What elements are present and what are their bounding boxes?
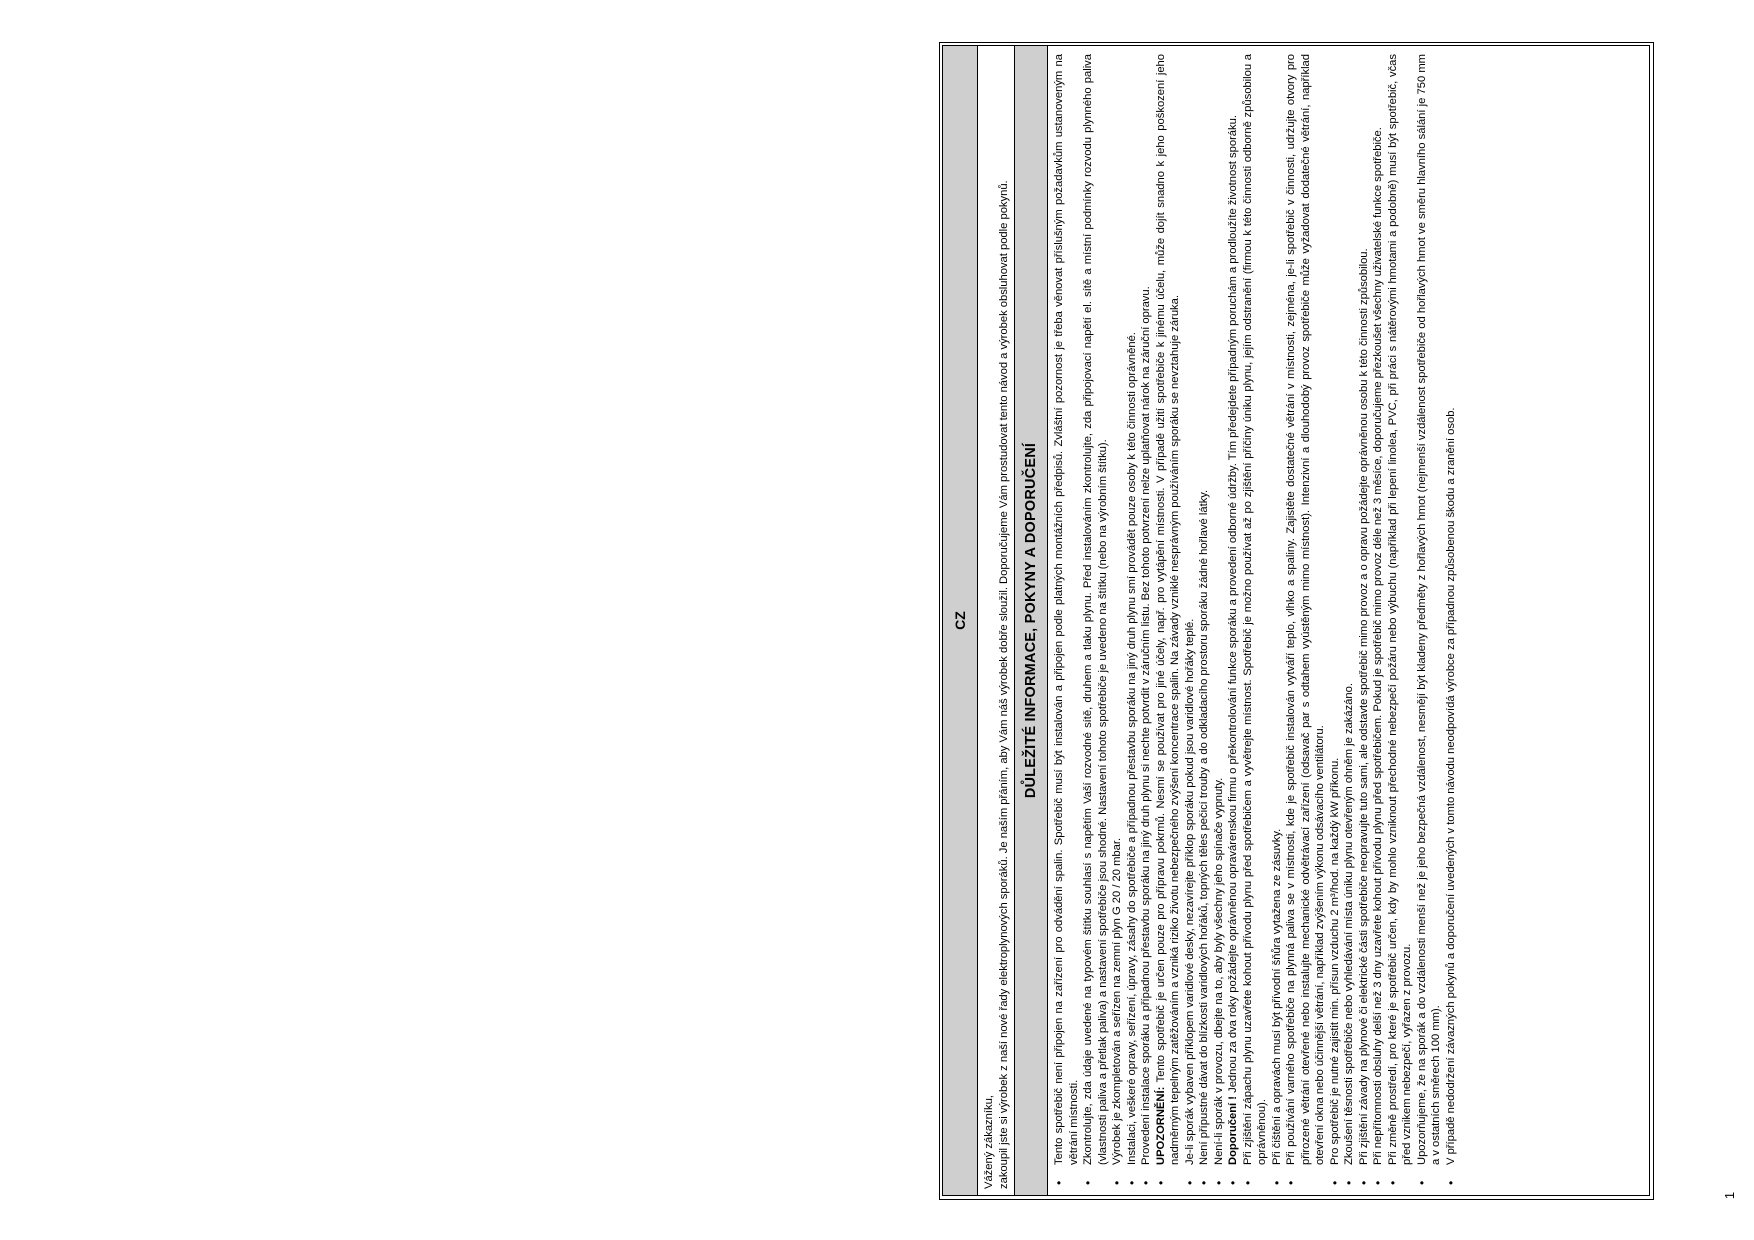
list-item: [1357, 54, 1372, 1187]
list-item-text: Zkontrolujte, zda údaje uvedené na typovém štítku souhlasí s napětím Vaší rozvodné sítě, druhem a tlaku plynu. Před instalováním zkontrolujte, zda připojovací napětí el. sítě a místní podmínky rozvodu plynného paliva (vlastnosti paliva a přetlak paliva) a nastavení spotřebiče jsou shodné. Nastavení tohoto spotřebiče je uvedeno na štítku (nebo na výrobním štítku).: [1082, 54, 1109, 1165]
list-item-text: Při používání varného spotřebiče na plynná paliva se v místnosti, kde je spotřebič instalován vytváří teplo, vlhko a spaliny. Zajistěte dostatečné větrání v místnosti, zejména, je-li spotřebič v činnosti, udržujte otvory pro přirozené větrání otevřené nebo instalujte mechanické odvětrávací zařízení (odsavač par s odtahem vyústěným mimo místnost). Intenzivní a dlouhodobý provoz spotřebiče může vyžadovat dodatečné větrání, například otevření okna nebo účinnější větrání, například zvýšením výkonu odsávacího ventilátoru.: [1285, 54, 1326, 1165]
instructions-list: [1048, 45, 1650, 1196]
list-item-text: Upozorňujeme, že na sporák a do vzdálenosti menší než je jeho bezpečná vzdálenost, nesmějí být kladeny předměty z hořlavých hmot (nejmenší vzdálenost spotřebiče od hořlavých hmot ve směru hlavního sálání je 750 mm a v ostatních směrech 100 mm).: [1415, 54, 1442, 1165]
list-item-text: Pro spotřebič je nutné zajistit min. přísun vzduchu 2 m³/hod. na každý kW příkonu.: [1328, 757, 1341, 1165]
list-item-text: Při zjištění závady na plynové či elektrické části spotřebiče neopravujte tuto sami, ale odstavte spotřebič mimo provoz a o opravu požádejte oprávněnou osobu k této činnosti způsobilou.: [1357, 248, 1370, 1165]
list-item-text: Provedení instalace sporáku a případnou přestavbu sporáku na jiný druh plynu si nechte potvrdit v záručním listu. Bez tohoto potvrzení nelze uplatňovat nárok na záruční opravu.: [1140, 286, 1152, 1165]
document-page: [939, 42, 1654, 1200]
greeting-block: [978, 45, 1014, 1196]
language-header: CZ: [942, 45, 978, 1196]
list-item-text: Výrobek je zkompletován a seřízen na zemní plyn G 20 / 20 mbar.: [1111, 837, 1123, 1165]
list-item-text: Při změně prostředí, pro které je spotřebič určen, kdy by mohlo vzniknout přechodné nebezpečí požáru nebo výbuchu (například při lepení linolea, PVC, při práci s nátěrovými hmotami a podobně) musí být spotřebič, včas před vznikem nebezpečí, vyřazen z provozu.: [1386, 54, 1413, 1165]
list-item: [1284, 54, 1328, 1187]
list-item-text: Zkoušení těsnosti spotřebiče nebo vyhledávání místa úniku plynu otevřeným ohněm je zakázáno.: [1343, 683, 1355, 1165]
list-item: [1052, 54, 1081, 1187]
list-item: [1125, 54, 1140, 1187]
list-item-text: Tento spotřebič není připojen na zařízení pro odvádění spalin. Spotřebič musí být instalován a připojen podle platných montážních předpisů. Zvláštní pozornost je třeba věnovat příslušným požadavkům ustanoveným na větrání místnosti.: [1053, 54, 1080, 1165]
list-item-lead: UPOZORNĚNÍ:: [1154, 1086, 1167, 1165]
bullet-list: [1052, 54, 1458, 1187]
list-item-text: Při nepřítomnosti obsluhy delší než 3 dny uzavřete kohout přívodu plynu před spotřebičem. Pokud je spotřebič mimo provoz déle než 3 měsíce, doporučujeme přezkoušet všechny uživatelské funkce spotřebiče.: [1372, 127, 1384, 1165]
list-item-text: Jednou za dva roky požádejte oprávněnou opravárenskou firmu o překontrolování funkce sporáku a provedení odborné údržby. Tím předejdete případným poruchám a prodloužíte životnost sporáku.: [1227, 115, 1239, 1096]
list-item: [1183, 54, 1198, 1187]
list-item: [1110, 54, 1125, 1187]
list-item-text: Instalaci, veškeré opravy, seřízení, úpravy, zásahy do spotřebiče a případnou přestavbu sporáku na jiný druh plynu smí provádět pouze osoby k této činnosti oprávněné.: [1125, 332, 1138, 1165]
list-item: [1444, 54, 1459, 1187]
list-item: [1270, 54, 1285, 1187]
list-item: [1212, 54, 1227, 1187]
list-item-text: Tento spotřebič je určen pouze pro přípravu pokrmů. Nesmí se používat pro jiné účely, např. pro vytápění místnosti. V případě užití spotřebiče k jinému účelu, může dojít snadno k jeho poškození jeho nadměrným tepelným zatěžováním a vzniká riziko životu nebezpečného zvýšení koncentrace spalin. Na závady vzniklé nesprávným používáním sporáku se nevztahuje záruka.: [1154, 54, 1181, 1165]
greeting-salutation: Vážený zákazníku,: [983, 1095, 995, 1189]
section-title: DŮLEŽITÉ INFORMACE, POKYNY A DOPORUČENÍ: [1014, 45, 1048, 1196]
list-item: [1386, 54, 1415, 1187]
list-item: [1081, 54, 1110, 1187]
list-item: [1139, 54, 1154, 1187]
list-item: [1154, 54, 1183, 1187]
rotated-content: [940, 43, 1652, 1198]
list-item-text: V případě nedodržení závazných pokynů a doporučení uvedených v tomto návodu neodpovídá výrobce za případnou způsobenou škodu a zranění osob.: [1444, 407, 1457, 1165]
list-item-text: Není-li sporák v provozu, dbejte na to, aby byly všechny jeho spínače vypnuty.: [1212, 777, 1225, 1165]
list-item: [1241, 54, 1270, 1187]
page-number: 1: [1722, 1191, 1738, 1200]
list-item: [1342, 54, 1357, 1187]
list-item: [1415, 54, 1444, 1187]
list-item-text: Není přípustné dávat do blízkosti varidlových hořáků, topných těles pečicí trouby a do odkladacího prostoru sporáku žádné hořlavé látky.: [1198, 489, 1210, 1165]
list-item-lead: Doporučení !: [1227, 1096, 1239, 1165]
list-item: [1328, 54, 1343, 1187]
list-item: [1197, 54, 1212, 1187]
list-item: [1371, 54, 1386, 1187]
list-item-text: Je-li sporák vybaven příklopem varidlové desky, nezavírejte příklop sporáku pokud jsou varidlové hořáky teplé.: [1183, 618, 1196, 1165]
list-item-text: Při čištění a opravách musí být přívodní šňůra vytažena ze zásuvky.: [1270, 828, 1283, 1165]
list-item: [1226, 54, 1241, 1187]
greeting-text: zakoupil jste si výrobek z naší nové řady elektroplynových sporáků. Je naším přáním, aby Vám náš výrobek dobře sloužil. Doporučujeme Vám prostudovat tento návod a výrobek obsluhovat podle pokynů.: [997, 180, 1010, 1189]
list-item-text: Při zjištění zápachu plynu uzavřete kohout přívodu plynu před spotřebičem a vyvětrejte místnost. Spotřebič je možno používat až po zjištění příčiny úniku plynu, jejím odstranění (firmou k této činnosti odborně způsobilou a oprávněnou).: [1241, 54, 1268, 1165]
